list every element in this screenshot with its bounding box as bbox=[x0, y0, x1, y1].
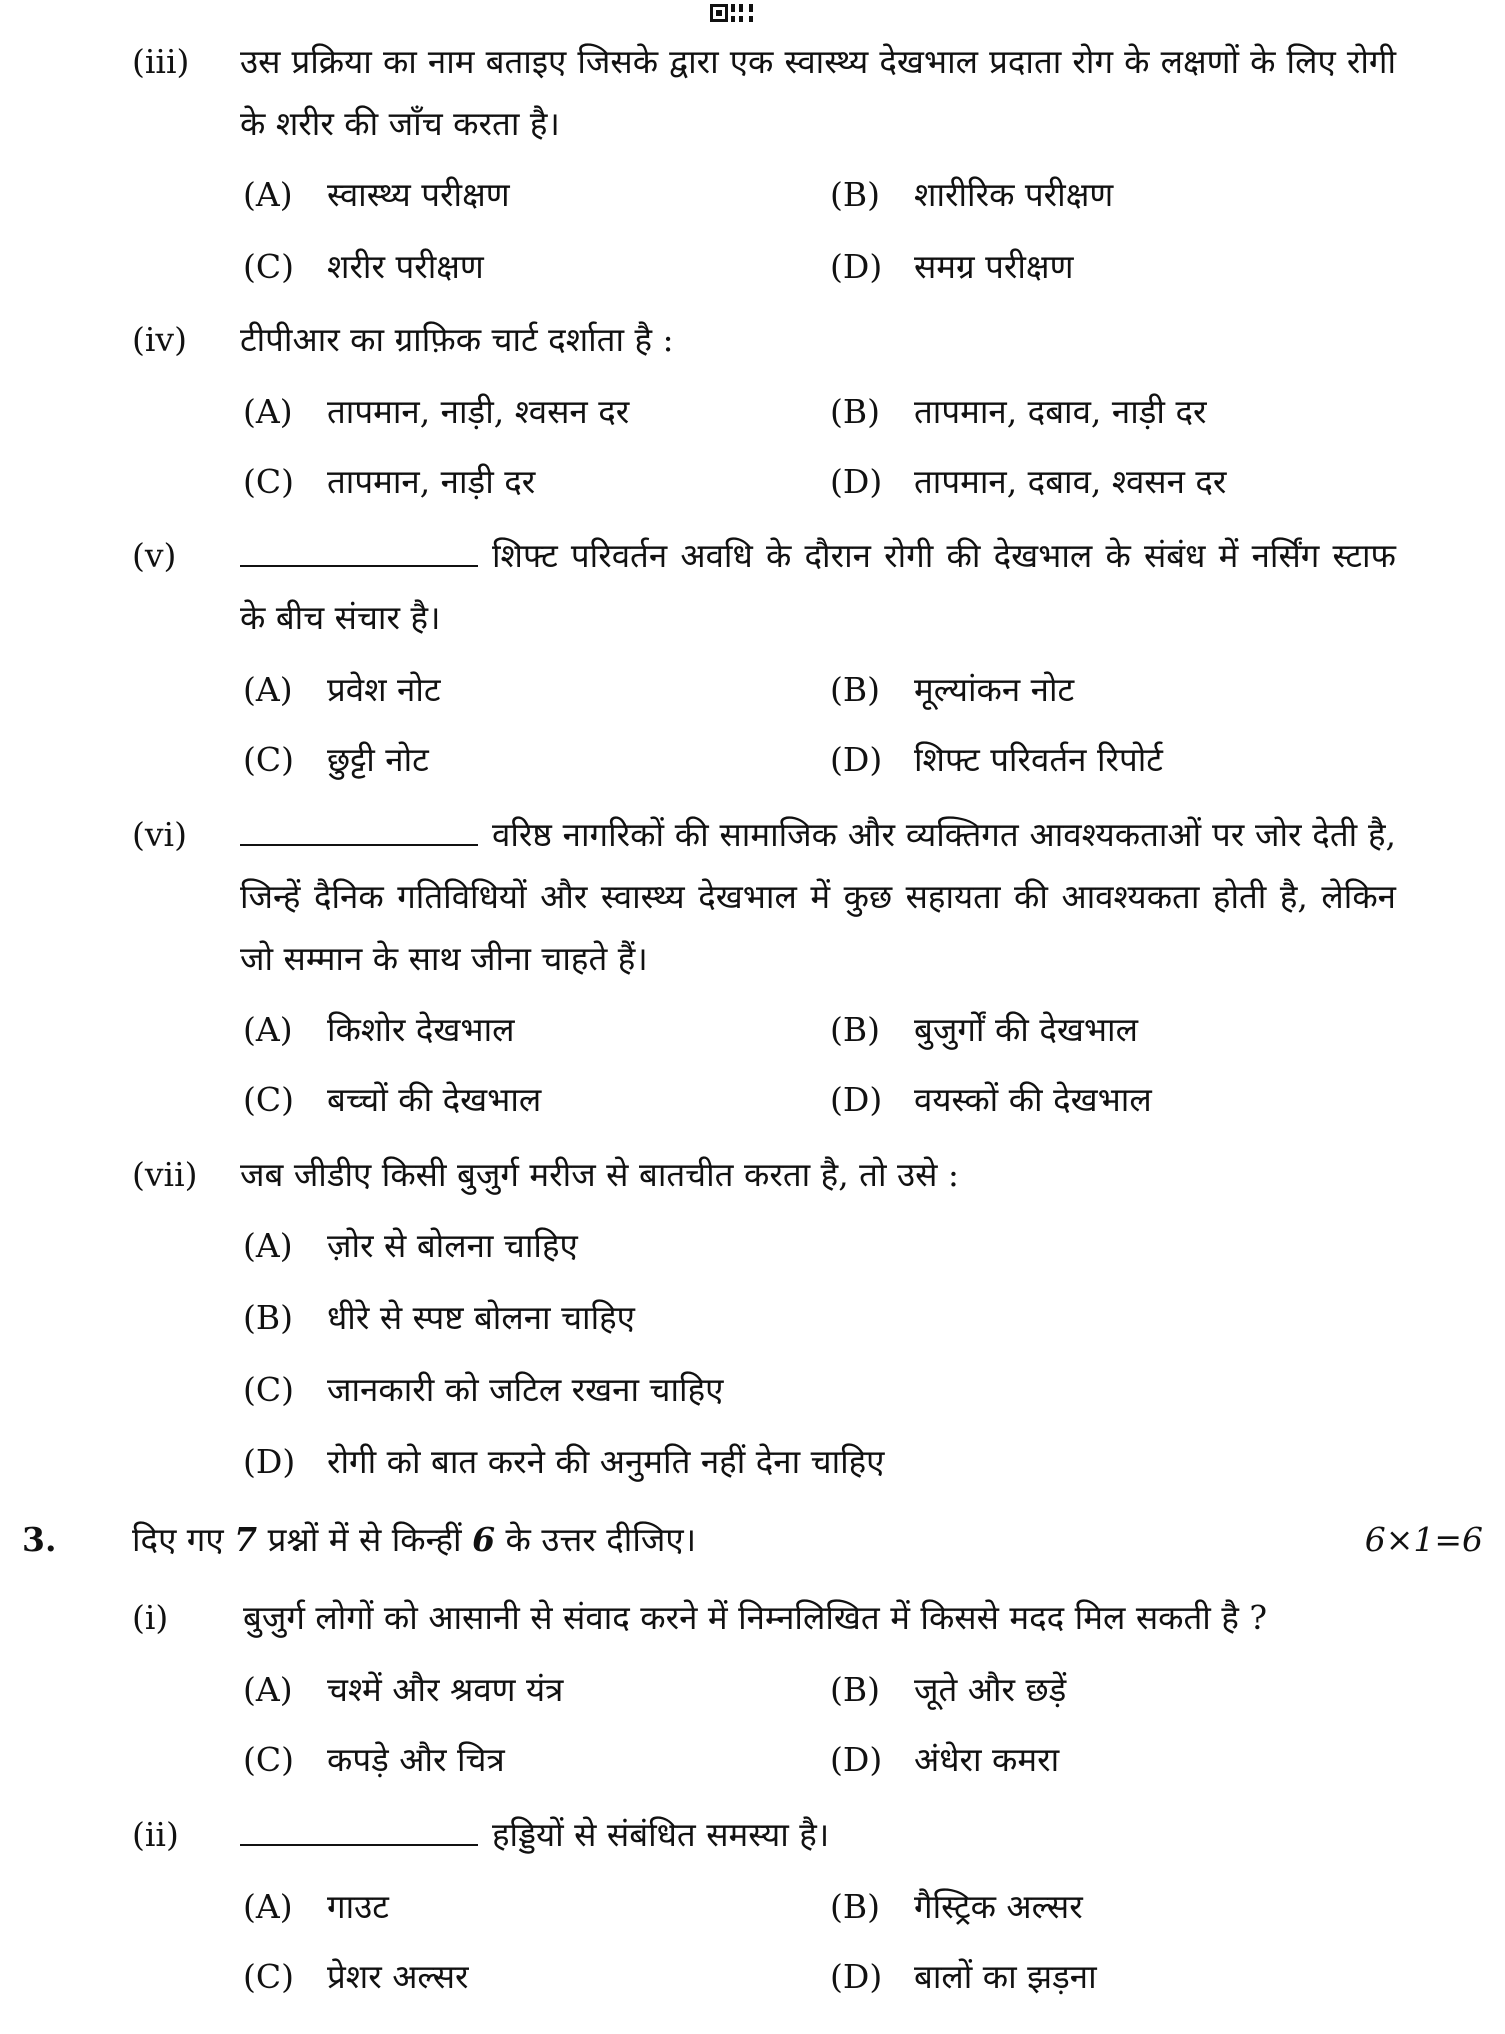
option-text: मूल्यांकन नोट bbox=[914, 670, 1075, 709]
option-label: (D) bbox=[830, 1080, 883, 1119]
option-text: शारीरिक परीक्षण bbox=[914, 175, 1114, 214]
fill-in-blank[interactable] bbox=[240, 1814, 478, 1846]
option-d[interactable] bbox=[830, 738, 1163, 782]
option-text: स्वास्थ्य परीक्षण bbox=[327, 175, 510, 214]
option-label: (A) bbox=[243, 670, 293, 709]
option-text: जानकारी को जटिल रखना चाहिए bbox=[327, 1370, 724, 1409]
option-text: गैस्ट्रिक अल्सर bbox=[914, 1887, 1083, 1926]
option-label: (B) bbox=[830, 1887, 880, 1926]
option-label: (C) bbox=[243, 462, 294, 501]
option-b[interactable] bbox=[830, 390, 1207, 434]
option-label: (B) bbox=[830, 392, 880, 431]
option-a[interactable] bbox=[243, 1668, 563, 1712]
option-c[interactable] bbox=[243, 460, 535, 504]
option-text: कपड़े और चित्र bbox=[327, 1740, 505, 1779]
option-label: (A) bbox=[243, 175, 293, 214]
option-label: (C) bbox=[243, 1740, 294, 1779]
option-text: तापमान, नाड़ी दर bbox=[327, 462, 536, 501]
question-text: वरिष्ठ नागरिकों की सामाजिक और व्यक्तिगत आवश्यकताओं पर जोर देती है, जिन्हें दैनिक गतिविधियों और स्वास्थ्य देखभाल में कुछ सहायता की आवश्यकता होती है, लेकिन जो सम्मान के साथ जीना चाहते हैं। bbox=[240, 815, 1396, 978]
question-text-block bbox=[240, 525, 1396, 649]
option-a[interactable] bbox=[243, 668, 441, 712]
option-b[interactable] bbox=[830, 173, 1113, 217]
option-text: प्रेशर अल्सर bbox=[327, 1957, 469, 1996]
fill-in-blank[interactable] bbox=[240, 535, 478, 567]
option-a[interactable] bbox=[243, 1885, 389, 1929]
option-text: शरीर परीक्षण bbox=[327, 247, 484, 286]
question-text: शिफ्ट परिवर्तन अवधि के दौरान रोगी की देखभाल के संबंध में नर्सिंग स्टाफ के बीच संचार है। bbox=[240, 536, 1396, 637]
option-b[interactable] bbox=[830, 1008, 1138, 1052]
option-d[interactable] bbox=[243, 1440, 884, 1484]
option-text: गाउट bbox=[327, 1887, 389, 1926]
option-c[interactable] bbox=[243, 1738, 505, 1782]
option-text: प्रवेश नोट bbox=[327, 670, 441, 709]
question-text: उस प्रक्रिया का नाम बताइए जिसके द्वारा एक स्वास्थ्य देखभाल प्रदाता रोग के लक्षणों के लिए रोगी के शरीर की जाँच करता है। bbox=[240, 42, 1396, 143]
option-c[interactable] bbox=[243, 1078, 541, 1122]
option-label: (C) bbox=[243, 1957, 294, 1996]
option-label: (B) bbox=[830, 1010, 880, 1049]
option-label: (A) bbox=[243, 1887, 293, 1926]
option-label: (B) bbox=[830, 175, 880, 214]
qr-code-icon bbox=[710, 2, 764, 24]
option-label: (D) bbox=[830, 1957, 883, 1996]
option-d[interactable] bbox=[830, 460, 1226, 504]
option-a[interactable] bbox=[243, 1224, 578, 1268]
option-text: चश्में और श्रवण यंत्र bbox=[327, 1670, 564, 1709]
option-text: समग्र परीक्षण bbox=[914, 247, 1074, 286]
question-text: जब जीडीए किसी बुजुर्ग मरीज से बातचीत करता है, तो उसे : bbox=[240, 1155, 960, 1194]
option-label: (C) bbox=[243, 1080, 294, 1119]
option-b[interactable] bbox=[830, 668, 1074, 712]
option-b[interactable] bbox=[830, 1885, 1083, 1929]
qr-finder-pattern bbox=[710, 4, 728, 22]
required-answers-count: 6 bbox=[472, 1520, 496, 1559]
option-label: (B) bbox=[830, 1670, 880, 1709]
option-a[interactable] bbox=[243, 390, 629, 434]
option-c[interactable] bbox=[243, 245, 484, 289]
section-number: 3. bbox=[22, 1520, 57, 1559]
option-label: (A) bbox=[243, 1010, 293, 1049]
question-number: (v) bbox=[132, 536, 177, 575]
option-label: (B) bbox=[830, 670, 880, 709]
option-a[interactable] bbox=[243, 173, 510, 217]
question-text: बुजुर्ग लोगों को आसानी से संवाद करने में निम्नलिखित में किससे मदद मिल सकती है ? bbox=[243, 1598, 1268, 1637]
question-number: (iii) bbox=[132, 42, 190, 81]
option-b[interactable] bbox=[243, 1296, 635, 1340]
question-text-block bbox=[240, 1813, 829, 1857]
option-label: (A) bbox=[243, 1226, 293, 1265]
instruction-text: प्रश्नों में से किन्हीं bbox=[257, 1520, 473, 1559]
question-number: (ii) bbox=[132, 1815, 179, 1854]
option-text: जूते और छड़ें bbox=[914, 1670, 1067, 1709]
option-c[interactable] bbox=[243, 1368, 723, 1412]
option-label: (D) bbox=[830, 247, 883, 286]
option-text: छुट्टी नोट bbox=[327, 740, 429, 779]
option-text: अंधेरा कमरा bbox=[914, 1740, 1060, 1779]
option-label: (B) bbox=[243, 1298, 293, 1337]
question-number: (vi) bbox=[132, 815, 187, 854]
option-a[interactable] bbox=[243, 1008, 515, 1052]
option-text: किशोर देखभाल bbox=[327, 1010, 515, 1049]
option-text: ज़ोर से बोलना चाहिए bbox=[327, 1226, 578, 1265]
option-c[interactable] bbox=[243, 1955, 469, 1999]
option-text: तापमान, नाड़ी, श्वसन दर bbox=[327, 392, 630, 431]
marks-allocation: 6×1=6 bbox=[1364, 1520, 1483, 1559]
option-text: बालों का झड़ना bbox=[914, 1957, 1097, 1996]
option-label: (D) bbox=[243, 1442, 296, 1481]
option-text: धीरे से स्पष्ट बोलना चाहिए bbox=[327, 1298, 635, 1337]
question-number: (iv) bbox=[132, 320, 187, 359]
option-d[interactable] bbox=[830, 245, 1073, 289]
option-text: बुजुर्गों की देखभाल bbox=[914, 1010, 1138, 1049]
fill-in-blank[interactable] bbox=[240, 814, 478, 846]
instruction-text: के उत्तर दीजिए। bbox=[495, 1520, 697, 1559]
option-text: बच्चों की देखभाल bbox=[327, 1080, 542, 1119]
option-label: (A) bbox=[243, 392, 293, 431]
question-number: (vii) bbox=[132, 1155, 198, 1194]
option-text: तापमान, दबाव, श्वसन दर bbox=[914, 462, 1227, 501]
option-d[interactable] bbox=[830, 1738, 1059, 1782]
qr-data-modules bbox=[731, 4, 761, 22]
option-label: (C) bbox=[243, 740, 294, 779]
option-text: शिफ्ट परिवर्तन रिपोर्ट bbox=[914, 740, 1163, 779]
option-label: (D) bbox=[830, 1740, 883, 1779]
total-questions-count: 7 bbox=[234, 1520, 258, 1559]
option-d[interactable] bbox=[830, 1955, 1097, 1999]
instruction-text: दिए गए bbox=[132, 1520, 235, 1559]
question-text-block bbox=[240, 804, 1396, 990]
question-text: टीपीआर का ग्राफ़िक चार्ट दर्शाता है : bbox=[240, 320, 674, 359]
question-text: हड्डियों से संबंधित समस्या है। bbox=[492, 1815, 830, 1854]
option-label: (D) bbox=[830, 462, 883, 501]
option-label: (C) bbox=[243, 1370, 294, 1409]
option-label: (C) bbox=[243, 247, 294, 286]
option-label: (D) bbox=[830, 740, 883, 779]
option-d[interactable] bbox=[830, 1078, 1152, 1122]
option-b[interactable] bbox=[830, 1668, 1066, 1712]
question-number: (i) bbox=[132, 1598, 169, 1637]
section-instruction bbox=[132, 1518, 696, 1562]
option-c[interactable] bbox=[243, 738, 429, 782]
option-text: रोगी को बात करने की अनुमति नहीं देना चाहिए bbox=[327, 1442, 885, 1481]
option-text: तापमान, दबाव, नाड़ी दर bbox=[914, 392, 1207, 431]
option-text: वयस्कों की देखभाल bbox=[914, 1080, 1152, 1119]
option-label: (A) bbox=[243, 1670, 293, 1709]
